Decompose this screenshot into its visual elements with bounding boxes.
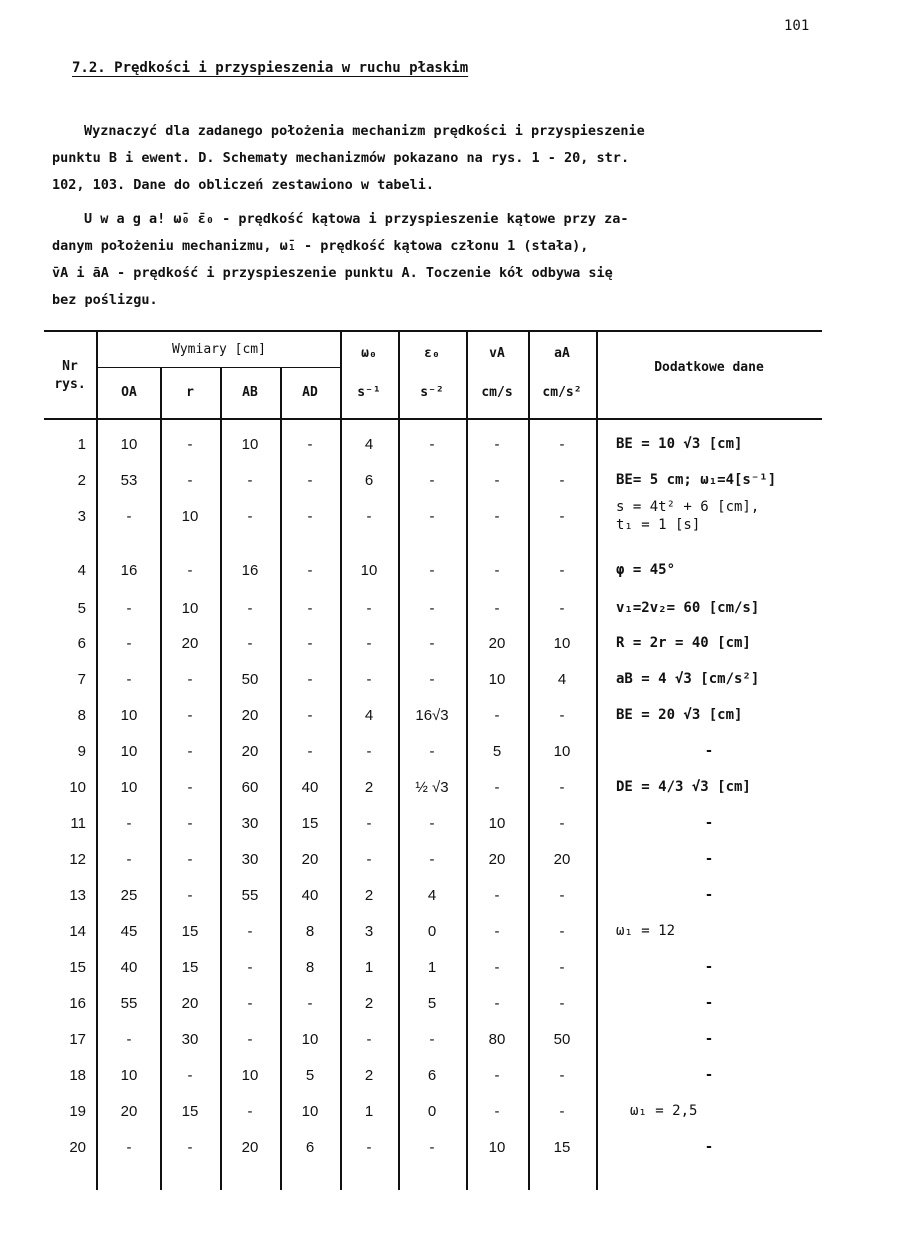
table-cell-ad: 6 [305, 1139, 315, 1156]
table-cell-r: - [187, 671, 193, 688]
table-cell-extra: - [704, 995, 714, 1011]
table-cell-e0: - [429, 472, 435, 489]
table-cell-ad: - [307, 743, 313, 760]
table-cell-aa: - [559, 562, 565, 579]
table-cell-w0: - [366, 1031, 372, 1048]
table-cell-extra: BE = 10 √3 [cm] [616, 436, 743, 452]
table-cell-extra: BE = 20 √3 [cm] [616, 707, 743, 723]
table-cell-oa: - [126, 600, 132, 617]
table-cell-ab: 50 [241, 671, 259, 688]
table-cell-extra: - [704, 815, 714, 831]
table-cell-aa: - [559, 779, 565, 796]
table-cell-r: - [187, 1067, 193, 1084]
section-title: 7.2. Prędkości i przyspieszenia w ruchu płaskim [72, 60, 469, 76]
table-cell-r: - [187, 779, 193, 796]
table-cell-e0: - [429, 851, 435, 868]
table-cell-va: 20 [488, 851, 506, 868]
table-cell-oa: - [126, 635, 132, 652]
table-cell-oa: 25 [120, 887, 138, 904]
table-cell-oa: 20 [120, 1103, 138, 1120]
table-cell-ad: - [307, 508, 313, 525]
table-cell-ab: - [247, 508, 253, 525]
table-cell-w0: - [366, 1139, 372, 1156]
table-cell-nr: 14 [69, 923, 86, 940]
table-cell-extra: - [704, 887, 714, 903]
note-line: danym położeniu mechanizmu, ω̄₁ - prędkość kątowa członu 1 (stała), [52, 238, 589, 254]
table-cell-aa: - [559, 995, 565, 1012]
table-cell-ab: 10 [241, 436, 259, 453]
table-cell-ab: - [247, 995, 253, 1012]
table-cell-va: - [494, 472, 500, 489]
table-cell-ad: - [307, 635, 313, 652]
table-cell-e0: - [429, 635, 435, 652]
table-cell-w0: - [366, 743, 372, 760]
table-cell-nr: 10 [69, 779, 86, 796]
table-cell-oa: 55 [120, 995, 138, 1012]
table-cell-nr: 6 [77, 635, 86, 652]
table-cell-r: 20 [181, 995, 199, 1012]
table-cell-oa: 16 [120, 562, 138, 579]
table-cell-ad: - [307, 671, 313, 688]
table-cell-ab: 20 [241, 743, 259, 760]
table-cell-w0: - [366, 671, 372, 688]
table-cell-e0: 4 [427, 887, 437, 904]
table-column-rule [596, 330, 598, 1190]
table-cell-e0: 0 [427, 1103, 437, 1120]
table-cell-ab: - [247, 923, 253, 940]
table-cell-va: - [494, 1067, 500, 1084]
header-omega0-unit: s⁻¹ [357, 385, 381, 400]
table-cell-aa: - [559, 508, 565, 525]
table-cell-ad: - [307, 562, 313, 579]
table-cell-va: - [494, 779, 500, 796]
table-cell-extra: s = 4t² + 6 [cm], t₁ = 1 [s] [616, 499, 760, 533]
table-cell-r: - [187, 562, 193, 579]
table-cell-w0: - [366, 815, 372, 832]
table-cell-aa: - [559, 959, 565, 976]
table-cell-oa: 10 [120, 1067, 138, 1084]
header-ad: AD [302, 385, 318, 400]
table-cell-nr: 5 [77, 600, 86, 617]
table-cell-r: 30 [181, 1031, 199, 1048]
table-cell-aa: - [559, 707, 565, 724]
table-cell-va: 10 [488, 671, 506, 688]
table-cell-ab: 10 [241, 1067, 259, 1084]
table-cell-nr: 8 [77, 707, 86, 724]
page-number: 101 [784, 18, 810, 34]
table-cell-ab: 20 [241, 707, 259, 724]
table-cell-nr: 2 [77, 472, 86, 489]
table-cell-aa: 50 [553, 1031, 571, 1048]
table-cell-nr: 15 [69, 959, 86, 976]
table-cell-ad: 40 [301, 779, 319, 796]
table-cell-e0: 5 [427, 995, 437, 1012]
table-cell-r: 15 [181, 1103, 199, 1120]
table-cell-va: - [494, 508, 500, 525]
table-cell-oa: 45 [120, 923, 138, 940]
header-va: vA [489, 346, 505, 361]
table-cell-w0: 2 [364, 995, 374, 1012]
table-cell-aa: - [559, 1103, 565, 1120]
table-cell-oa: 10 [120, 743, 138, 760]
table-cell-r: - [187, 887, 193, 904]
table-cell-ab: 60 [241, 779, 259, 796]
table-cell-ad: 8 [305, 959, 315, 976]
table-cell-e0: - [429, 1139, 435, 1156]
table-cell-va: - [494, 600, 500, 617]
table-cell-extra: ω₁ = 12 [616, 923, 676, 939]
table-cell-r: 20 [181, 635, 199, 652]
table-cell-aa: - [559, 600, 565, 617]
table-cell-oa: 53 [120, 472, 138, 489]
table-cell-e0: 1 [427, 959, 437, 976]
table-cell-w0: - [366, 600, 372, 617]
header-oa: OA [121, 385, 137, 400]
note-paragraph [52, 206, 842, 314]
table-cell-va: - [494, 562, 500, 579]
table-cell-extra: φ = 45° [616, 562, 676, 578]
table-cell-e0: - [429, 1031, 435, 1048]
table-cell-extra: - [704, 1139, 714, 1155]
table-cell-aa: - [559, 815, 565, 832]
table-cell-r: 15 [181, 923, 199, 940]
table-cell-extra: DE = 4/3 √3 [cm] [616, 779, 751, 795]
table-cell-aa: - [559, 472, 565, 489]
group-header-rule [98, 367, 340, 368]
table-cell-oa: - [126, 851, 132, 868]
table-cell-nr: 17 [69, 1031, 86, 1048]
table-cell-ad: - [307, 472, 313, 489]
header-nr: Nr rys. [54, 359, 86, 392]
table-column-rule [398, 330, 400, 1190]
table-cell-ab: - [247, 1031, 253, 1048]
table-cell-extra: v₁=2v₂= 60 [cm/s] [616, 600, 760, 616]
table-cell-w0: 1 [364, 1103, 374, 1120]
table-cell-ab: - [247, 1103, 253, 1120]
table-cell-e0: 0 [427, 923, 437, 940]
header-epsilon0: ε₀ [424, 346, 440, 361]
table-cell-extra: - [704, 959, 714, 975]
table-cell-r: 10 [181, 600, 199, 617]
table-cell-aa: - [559, 436, 565, 453]
table-cell-va: - [494, 707, 500, 724]
table-cell-r: - [187, 707, 193, 724]
table-cell-aa: 4 [557, 671, 567, 688]
table-cell-r: - [187, 815, 193, 832]
table-cell-e0: - [429, 562, 435, 579]
table-cell-aa: 10 [553, 743, 571, 760]
table-cell-va: - [494, 887, 500, 904]
table-cell-ab: 30 [241, 815, 259, 832]
table-cell-oa: - [126, 508, 132, 525]
table-cell-r: 10 [181, 508, 199, 525]
table-cell-ad: - [307, 600, 313, 617]
table-cell-e0: - [429, 600, 435, 617]
table-cell-va: - [494, 995, 500, 1012]
header-extra: Dodatkowe dane [654, 360, 764, 375]
table-cell-e0: 6 [427, 1067, 437, 1084]
header-aa-unit: cm/s² [542, 385, 582, 400]
table-cell-extra: ω₁ = 2,5 [630, 1103, 698, 1119]
table-column-rule [466, 330, 468, 1190]
table-cell-nr: 4 [77, 562, 86, 579]
table-column-rule [280, 368, 282, 1190]
note-line: bez poślizgu. [52, 292, 158, 308]
table-cell-va: 10 [488, 815, 506, 832]
table-cell-e0: - [429, 436, 435, 453]
table-cell-extra: R = 2r = 40 [cm] [616, 635, 751, 651]
table-cell-ab: 55 [241, 887, 259, 904]
header-omega0: ω₀ [361, 346, 377, 361]
table-cell-oa: - [126, 815, 132, 832]
table-cell-va: 10 [488, 1139, 506, 1156]
intro-line: 102, 103. Dane do obliczeń zestawiono w tabeli. [52, 177, 435, 193]
table-cell-w0: 2 [364, 887, 374, 904]
table-cell-r: - [187, 436, 193, 453]
table-cell-r: 15 [181, 959, 199, 976]
header-r: r [186, 385, 194, 400]
table-cell-w0: 6 [364, 472, 374, 489]
table-cell-ad: - [307, 995, 313, 1012]
table-cell-va: - [494, 923, 500, 940]
table-cell-e0: - [429, 815, 435, 832]
table-cell-oa: - [126, 1031, 132, 1048]
table-top-rule [44, 330, 822, 332]
table-cell-nr: 19 [69, 1103, 86, 1120]
table-cell-w0: 10 [360, 562, 378, 579]
table-cell-aa: 20 [553, 851, 571, 868]
table-column-rule [340, 330, 342, 1190]
table-cell-ad: 10 [301, 1103, 319, 1120]
note-line: U w a g a! ω̄₀ ε̄₀ - prędkość kątowa i przyspieszenie kątowe przy za- [84, 211, 629, 227]
table-cell-ad: 10 [301, 1031, 319, 1048]
table-cell-ab: - [247, 959, 253, 976]
header-aa: aA [554, 346, 570, 361]
table-cell-ab: - [247, 600, 253, 617]
table-cell-extra: BE= 5 cm; ω₁=4[s⁻¹] [616, 472, 777, 488]
table-cell-e0: - [429, 671, 435, 688]
table-cell-nr: 16 [69, 995, 86, 1012]
table-cell-nr: 12 [69, 851, 86, 868]
table-cell-aa: 15 [553, 1139, 571, 1156]
table-cell-ad: 8 [305, 923, 315, 940]
table-column-rule [160, 368, 162, 1190]
table-cell-nr: 3 [77, 508, 86, 525]
header-wymiary: Wymiary [cm] [172, 342, 266, 357]
table-cell-w0: 1 [364, 959, 374, 976]
table-cell-extra: - [704, 1067, 714, 1083]
table-cell-aa: - [559, 923, 565, 940]
table-cell-ad: 40 [301, 887, 319, 904]
table-cell-w0: 4 [364, 436, 374, 453]
table-cell-extra: aB = 4 √3 [cm/s²] [616, 671, 760, 687]
intro-line: Wyznaczyć dla zadanego położenia mechanizm prędkości i przyspieszenie [84, 123, 645, 139]
table-cell-va: 80 [488, 1031, 506, 1048]
table-column-rule [96, 330, 98, 1190]
table-cell-oa: 10 [120, 707, 138, 724]
table-cell-r: - [187, 472, 193, 489]
header-ab: AB [242, 385, 258, 400]
table-cell-oa: - [126, 1139, 132, 1156]
table-cell-oa: 10 [120, 779, 138, 796]
table-cell-aa: 10 [553, 635, 571, 652]
table-cell-e0: 16√3 [415, 707, 449, 724]
table-cell-w0: 3 [364, 923, 374, 940]
table-cell-va: - [494, 1103, 500, 1120]
table-cell-aa: - [559, 887, 565, 904]
table-cell-nr: 7 [77, 671, 86, 688]
table-cell-e0: ½ √3 [415, 779, 449, 796]
table-cell-va: - [494, 436, 500, 453]
table-cell-nr: 18 [69, 1067, 86, 1084]
table-cell-nr: 20 [69, 1139, 86, 1156]
intro-line: punktu B i ewent. D. Schematy mechanizmów pokazano na rys. 1 - 20, str. [52, 150, 630, 166]
table-cell-oa: 40 [120, 959, 138, 976]
table-cell-w0: - [366, 851, 372, 868]
table-cell-va: - [494, 959, 500, 976]
table-cell-ab: - [247, 635, 253, 652]
header-epsilon0-unit: s⁻² [420, 385, 444, 400]
data-table [44, 330, 822, 1190]
table-cell-ad: - [307, 436, 313, 453]
table-cell-nr: 13 [69, 887, 86, 904]
table-cell-extra: - [704, 851, 714, 867]
table-cell-r: - [187, 743, 193, 760]
table-cell-extra: - [704, 743, 714, 759]
table-column-rule [528, 330, 530, 1190]
table-cell-ab: 20 [241, 1139, 259, 1156]
table-cell-va: 5 [492, 743, 502, 760]
table-cell-nr: 9 [77, 743, 86, 760]
intro-paragraph [52, 118, 842, 199]
table-cell-oa: - [126, 671, 132, 688]
table-cell-r: - [187, 1139, 193, 1156]
table-cell-e0: - [429, 743, 435, 760]
table-cell-extra: - [704, 1031, 714, 1047]
table-cell-aa: - [559, 1067, 565, 1084]
table-cell-w0: - [366, 508, 372, 525]
note-line: v̄A i āA - prędkość i przyspieszenie punktu A. Toczenie kół odbywa się [52, 265, 613, 281]
table-cell-ad: - [307, 707, 313, 724]
table-cell-w0: 4 [364, 707, 374, 724]
table-cell-w0: 2 [364, 1067, 374, 1084]
table-cell-ab: 30 [241, 851, 259, 868]
table-cell-r: - [187, 851, 193, 868]
table-cell-ad: 5 [305, 1067, 315, 1084]
header-va-unit: cm/s [481, 385, 513, 400]
table-cell-w0: 2 [364, 779, 374, 796]
table-cell-ad: 15 [301, 815, 319, 832]
table-cell-nr: 1 [77, 436, 86, 453]
table-cell-w0: - [366, 635, 372, 652]
table-cell-oa: 10 [120, 436, 138, 453]
table-cell-ad: 20 [301, 851, 319, 868]
table-cell-nr: 11 [70, 815, 86, 832]
table-cell-ab: - [247, 472, 253, 489]
table-cell-ab: 16 [241, 562, 259, 579]
table-cell-va: 20 [488, 635, 506, 652]
table-cell-e0: - [429, 508, 435, 525]
table-column-rule [220, 368, 222, 1190]
